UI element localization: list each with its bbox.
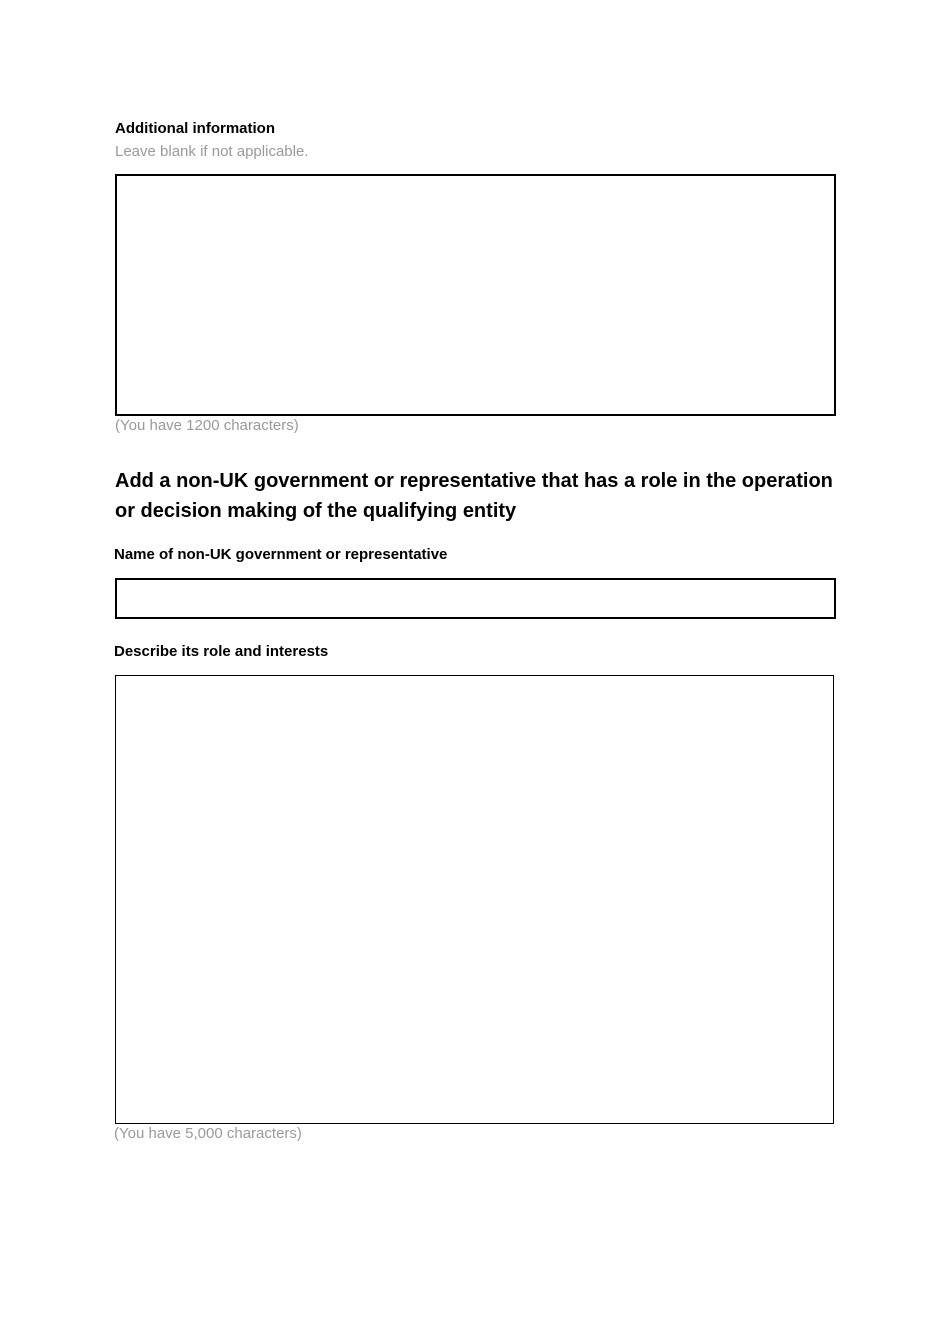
role-and-interests-label: Describe its role and interests bbox=[114, 643, 329, 660]
additional-information-character-counter: (You have 1200 characters) bbox=[115, 417, 299, 434]
non-uk-government-name-label: Name of non-UK government or representative bbox=[114, 546, 448, 563]
non-uk-government-name-input[interactable] bbox=[115, 578, 836, 619]
additional-information-label: Additional information bbox=[115, 120, 275, 137]
additional-information-hint: Leave blank if not applicable. bbox=[115, 143, 309, 160]
non-uk-government-heading: Add a non-UK government or representative that has a role in the operation or decision making of the qualifying entity bbox=[115, 470, 833, 522]
additional-information-textarea[interactable] bbox=[115, 174, 836, 416]
role-and-interests-character-counter: (You have 5,000 characters) bbox=[114, 1125, 302, 1142]
role-and-interests-textarea[interactable] bbox=[115, 675, 834, 1124]
